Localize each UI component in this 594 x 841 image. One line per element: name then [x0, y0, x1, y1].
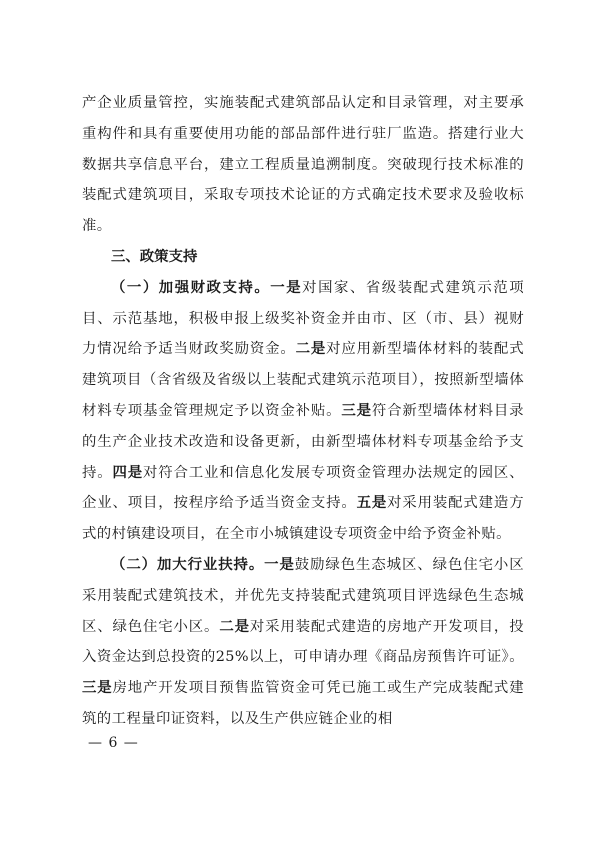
body-text — [82, 88, 524, 735]
item-text: 鼓励绿色生态城区、绿色住宅小区采用装配式建筑技术，并优先支持装配式建筑项目评选绿色生态城区、绿色住宅小区。 — [82, 556, 524, 635]
item-text: 对国家、省级装配式建筑示范项目、示范基地，积极申报上级奖补资金并由市、区（市、县）视财力情况给予适当财政奖励资金。 — [82, 279, 524, 358]
item-text: 对采用装配式建造的房地产开发项目，投入资金达到总投资的25%以上，可申请办理《商品房预售许可证》。 — [82, 618, 524, 666]
item-text: 对采用装配式建造方式的村镇建设项目，在全市小城镇建设专项资金中给予资金补贴。 — [82, 495, 524, 543]
paragraph-fiscal-support — [82, 273, 524, 550]
section-heading: 三、政策支持 — [111, 247, 198, 265]
ordinal: 三是 — [82, 679, 113, 697]
item-text: 房地产开发项目预售监管资金可凭已施工或生产完成装配式建筑的工程量印证资料，以及生产供应链企业的相 — [82, 680, 524, 727]
ordinal: 一是 — [270, 278, 303, 296]
page-number: — 6 — — [88, 735, 139, 751]
ordinal: 二是 — [295, 340, 327, 358]
item-text: 对应用新型墙体材料的装配式建筑项目（含省级及省级以上装配式建筑示范项目），按照新型墙体材料专项基金管理规定予以资金补贴。 — [82, 341, 524, 419]
subsection-title: （一）加强财政支持。 — [111, 278, 271, 296]
item-text: 对符合工业和信息化发展专项资金管理办法规定的园区、企业、项目，按程序给予适当资金支持。 — [82, 464, 524, 512]
ordinal: 五是 — [356, 494, 388, 512]
paragraph-industry-support — [82, 550, 524, 735]
ordinal: 三是 — [341, 401, 372, 419]
item-text: 符合新型墙体材料目录的生产企业技术改造和设备更新，由新型墙体材料专项基金给予支持。 — [82, 402, 524, 481]
subsection-title: （二）加大行业扶持。 — [111, 555, 265, 573]
ordinal: 一是 — [264, 555, 295, 573]
paragraph-intro: 产企业质量管控，实施装配式建筑部品认定和目录管理，对主要承重构件和具有重要使用功能的部品部件进行驻厂监造。搭建行业大数据共享信息平台，建立工程质量追溯制度。突破现行技术标准的装配式建筑项目，采取专项技术论证的方式确定技术要求及验收标准。 — [82, 95, 524, 235]
ordinal: 四是 — [112, 463, 144, 481]
ordinal: 二是 — [219, 617, 250, 635]
